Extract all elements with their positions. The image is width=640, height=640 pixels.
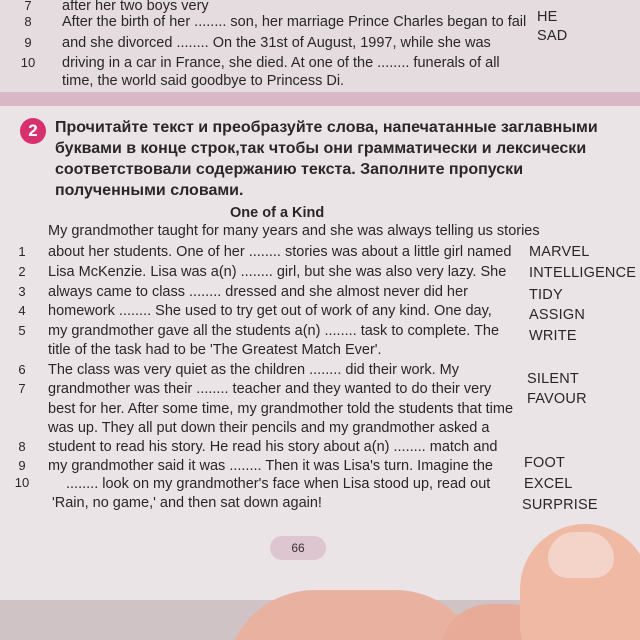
line-number: 1	[18, 244, 26, 259]
keyword: EXCEL	[524, 476, 573, 492]
line-number: 8	[18, 439, 26, 454]
line-number: 7	[24, 0, 32, 13]
text-line: always came to class ........ dressed and she almost never did her	[48, 284, 468, 300]
exercise-number-badge: 2	[20, 118, 46, 144]
instruction-line: Прочитайте текст и преобразуйте слова, напечатанные заглавными	[55, 119, 598, 136]
text-line: Lisa McKenzie. Lisa was a(n) ........ girl, but she was also very lazy. She	[48, 264, 507, 280]
keyword: WRITE	[529, 328, 577, 344]
text-line: and she divorced ........ On the 31st of August, 1997, while she was	[62, 35, 491, 51]
line-number: 10	[14, 475, 30, 490]
keyword: FOOT	[524, 455, 566, 471]
story-title: One of a Kind	[230, 205, 325, 221]
text-line: 'Rain, no game,' and then sat down again!	[52, 495, 322, 511]
instruction-line: полученными словами.	[55, 182, 244, 199]
keyword: HE	[537, 9, 558, 25]
text-line: my grandmother gave all the students a(n) ........ task to complete. The	[48, 323, 500, 339]
text-line: time, the world said goodbye to Princess Di.	[62, 73, 345, 89]
keyword: MARVEL	[529, 244, 590, 260]
line-number: 9	[24, 35, 32, 50]
page-number: 66	[270, 536, 326, 560]
text-line: was up. They all put down their pencils and my grandmother asked a	[48, 420, 490, 436]
text-line: grandmother was their ........ teacher and they wanted to do their very	[48, 381, 492, 397]
line-number: 9	[18, 458, 26, 473]
text-line: homework ........ She used to try get out of work of any kind. One day,	[48, 303, 492, 319]
line-number: 10	[20, 55, 36, 70]
thumbnail-photo-element	[548, 532, 614, 578]
text-line: title of the task had to be 'The Greatest Match Ever'.	[48, 342, 382, 358]
text-line: my grandmother said it was ........ Then it was Lisa's turn. Imagine the	[48, 458, 493, 474]
line-number: 3	[18, 284, 26, 299]
text-line: after her two boys very	[62, 0, 209, 14]
text-line: student to read his story. He read his story about a(n) ........ match and	[48, 439, 498, 455]
text-line: The class was very quiet as the children ........ did their work. My	[48, 362, 459, 378]
keyword: SAD	[537, 28, 568, 44]
line-number: 7	[18, 381, 26, 396]
line-number: 8	[24, 14, 32, 29]
text-line: ........ look on my grandmother's face when Lisa stood up, read out	[66, 476, 491, 492]
section-divider	[0, 92, 640, 106]
text-line: After the birth of her ........ son, her marriage Prince Charles began to fail	[62, 14, 527, 30]
keyword: TIDY	[529, 287, 563, 303]
text-line: best for her. After some time, my grandmother told the students that time	[48, 401, 514, 417]
keyword: FAVOUR	[527, 391, 587, 407]
text-line: about her students. One of her ........ stories was about a little girl named	[48, 244, 512, 260]
line-number: 5	[18, 323, 26, 338]
instruction-line: соответствовали содержанию текста. Заполните пропуски	[55, 161, 524, 178]
keyword: SURPRISE	[522, 497, 598, 513]
text-line: driving in a car in France, she died. At one of the ........ funerals of all	[62, 55, 500, 71]
text-line: My grandmother taught for many years and she was always telling us stories	[48, 223, 540, 239]
instruction-line: буквами в конце строк,так чтобы они грамматически и лексически	[55, 140, 587, 157]
keyword: SILENT	[527, 371, 579, 387]
line-number: 6	[18, 362, 26, 377]
keyword: ASSIGN	[529, 307, 585, 323]
line-number: 4	[18, 303, 26, 318]
keyword: INTELLIGENCE	[529, 265, 637, 281]
line-number: 2	[18, 264, 26, 279]
